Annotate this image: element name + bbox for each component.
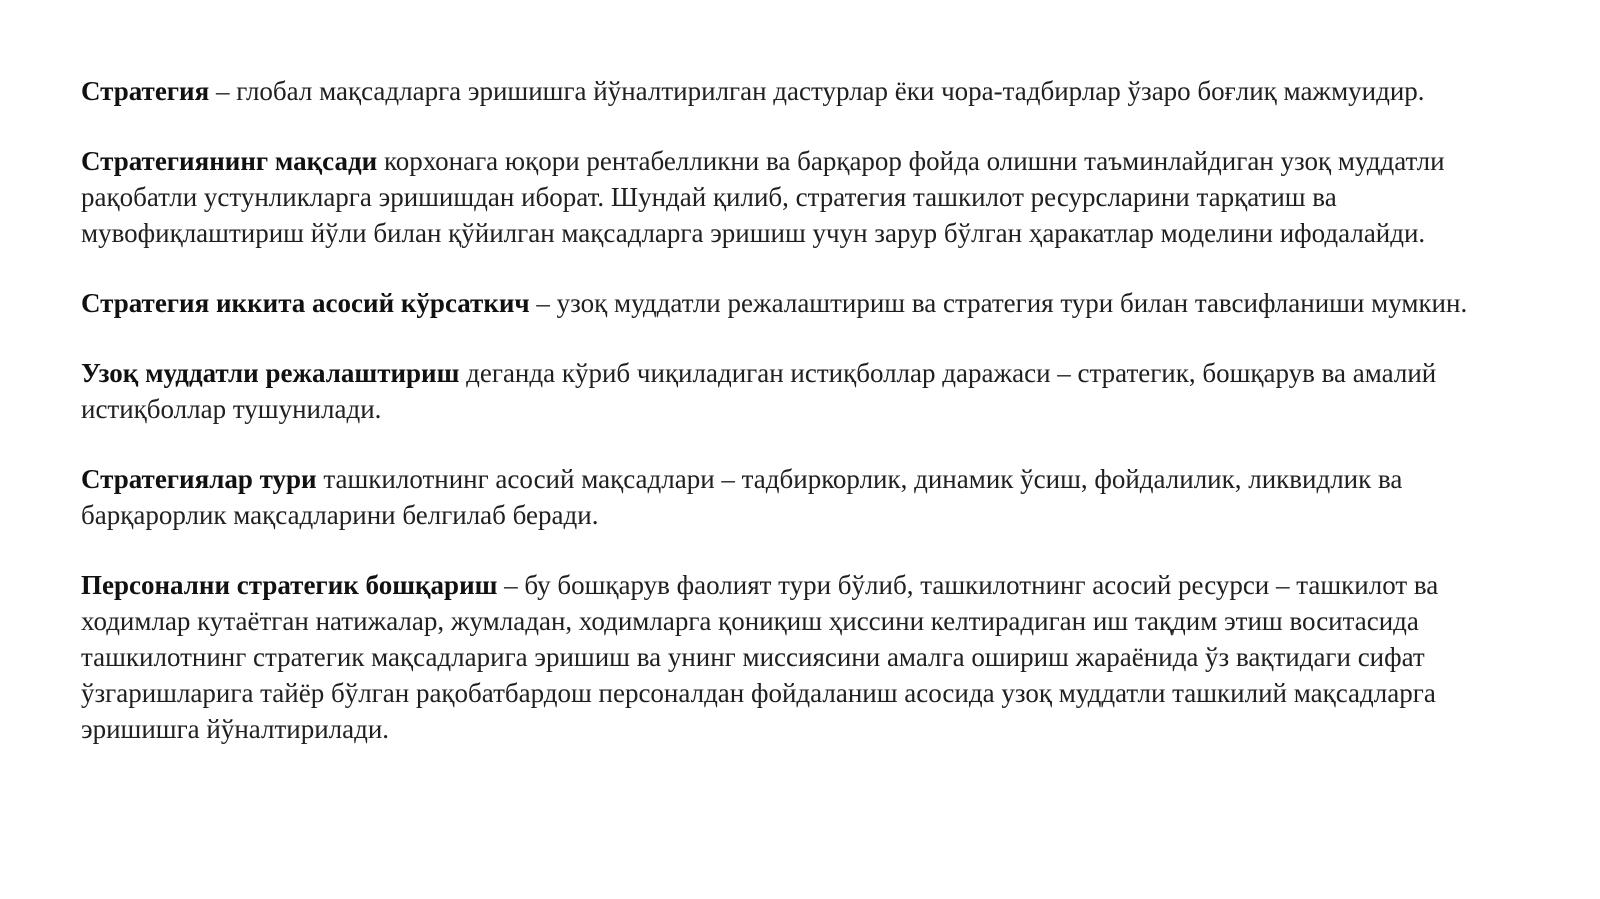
term-strategy-indicators: Стратегия иккита асосий кўрсаткич [81,288,530,318]
definition-long-term-planning: деганда кўриб чиқиладиган истиқболлар даражаси – стратегик, бошқарув ва амалий истиқболлар тушунилади. [81,358,1437,424]
paragraph-long-term-planning [81,355,1480,427]
paragraph-personnel-strategic-management [81,567,1480,747]
definition-strategy-goal: корхонага юқори рентабелликни ва барқарор фойда олишни таъминлайдиган узоқ муддатли рақобатли устунликларга эришишдан иборат. Шундай қилиб, стратегия ташкилот ресурсларини тарқатиш ва мувофиқлаштириш йўли билан қўйилган мақсадларга эришиш учун зарур бўлган ҳаракатлар моделини ифодалайди. [81,146,1445,248]
term-personnel-strategic-management: Персонални стратегик бошқариш [81,570,498,600]
paragraph-strategy-definition [81,73,1480,109]
term-long-term-planning: Узоқ муддатли режалаштириш [81,358,460,388]
paragraph-strategy-indicators [81,285,1480,321]
paragraph-strategy-goal [81,143,1480,251]
term-strategy-goal: Стратегиянинг мақсади [81,146,378,176]
term-strategy-types: Стратегиялар тури [81,464,317,494]
definition-personnel-strategic-management: – бу бошқарув фаолият тури бўлиб, ташкилотнинг асосий ресурси – ташкилот ва ходимлар кутаётган натижалар, жумладан, ходимларга қониқиш ҳиссини келтирадиган иш тақдим этиш воситасида ташкилотнинг стратегик мақсадларига эришиш ва унинг миссиясини амалга ошириш жараёнида ўз вақтидаги сифат ўзгаришларига тайёр бўлган рақобатбардош персоналдан фойдаланиш асосида узоқ муддатли ташкилий мақсадларга эришишга йўналтирилади. [81,570,1439,744]
definition-strategy-types: ташкилотнинг асосий мақсадлари – тадбиркорлик, динамик ўсиш, фойдалилик, ликвидлик ва барқарорлик мақсадларини белгилаб беради. [81,464,1403,530]
definition-strategy-indicators: – узоқ муддатли режалаштириш ва стратегия тури билан тавсифланиши мумкин. [529,288,1468,318]
term-strategy: Стратегия [81,76,210,106]
definition-strategy: – глобал мақсадларга эришишга йўналтирилган дастурлар ёки чора-тадбирлар ўзаро боғлиқ мажмуидир. [209,76,1425,106]
paragraph-strategy-types [81,461,1480,533]
